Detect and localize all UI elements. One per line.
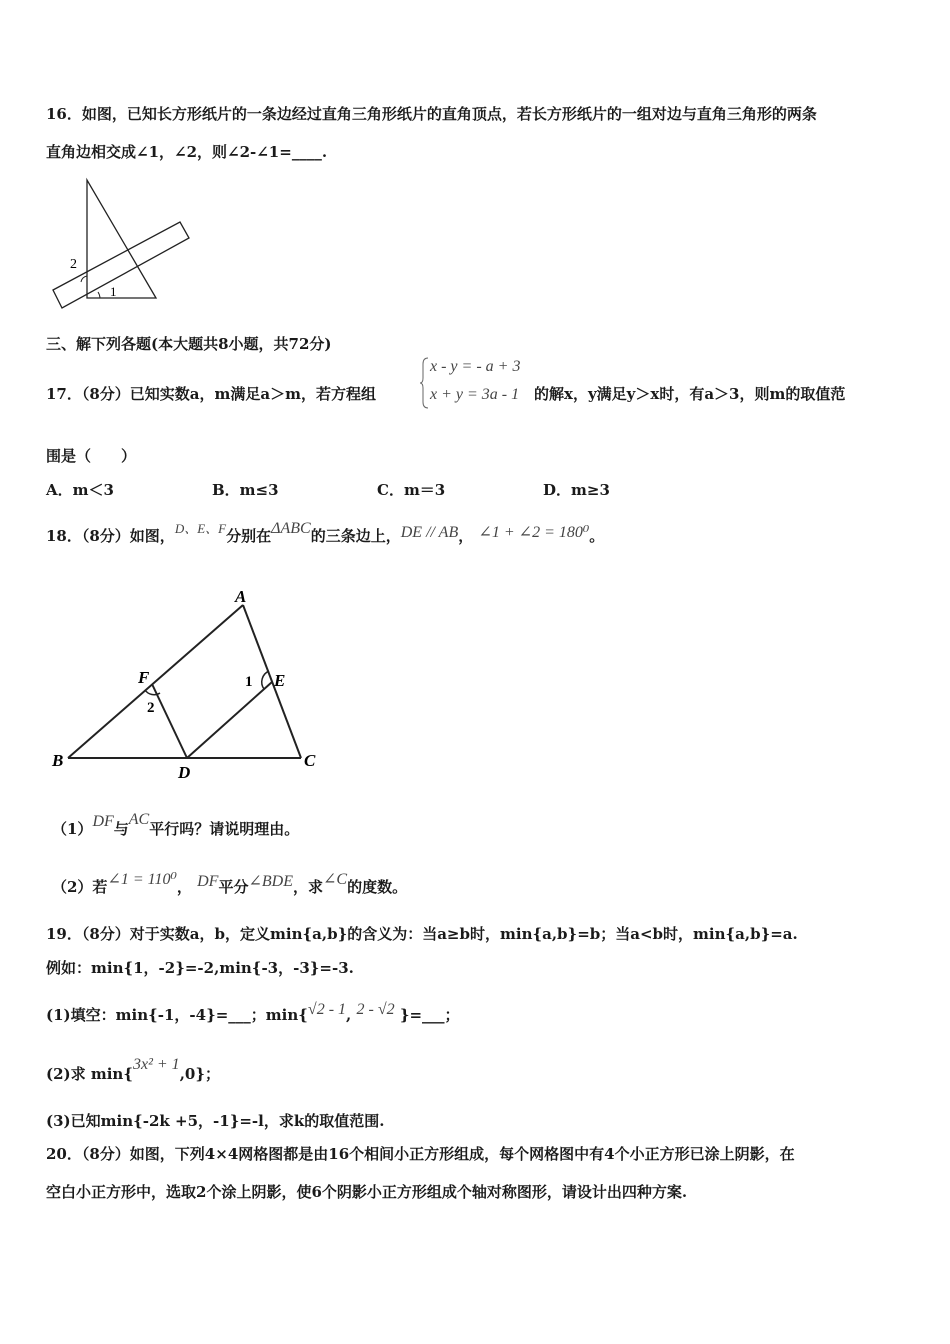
- q19-part1-pre: (1)填空：min{-1，-4}=___；min{: [46, 1006, 308, 1024]
- section-heading: 三、解下列各题(本大题共8小题，共72分): [46, 335, 332, 353]
- q18-statement: [46, 520, 605, 546]
- q19-part2-post: ,0}；: [179, 1065, 220, 1083]
- q17-option-d: D．m≥3: [543, 481, 610, 499]
- q18-part2-t2: 平分: [218, 878, 249, 896]
- q17-suffix: 的解x，y满足y＞x时，有a＞3，则m的取值范: [534, 385, 846, 403]
- q16-text-line2: 直角边相交成∠1，∠2，则∠2-∠1=____.: [46, 143, 328, 161]
- q19-part1-m2: 2 - √2: [356, 1001, 395, 1018]
- q19-part1: [46, 1001, 460, 1025]
- q17-option-c: C．m＝3: [377, 481, 446, 499]
- vertex-f: F: [138, 668, 150, 687]
- q18-part1-t2: 平行吗？请说明理由。: [149, 820, 300, 838]
- q17-option-a: A．m＜3: [46, 481, 114, 499]
- vertex-a: A: [235, 587, 247, 606]
- q18-part2-angle1: ∠1 = 110⁰: [107, 871, 177, 888]
- q18-t2: 的三条边上，: [310, 527, 401, 545]
- equation-1: x - y = - a + 3: [430, 358, 521, 375]
- q19-part1-m1: √2 - 1: [307, 1001, 347, 1018]
- q17-prefix: 17．（8分）已知实数a，m满足a＞m，若方程组: [46, 385, 376, 403]
- q19-part1-sep: ,: [346, 1006, 352, 1024]
- vertex-e: E: [274, 671, 286, 690]
- equation-system: [420, 356, 532, 410]
- vertex-b: B: [52, 751, 64, 770]
- q17-option-b: B．m≤3: [212, 481, 279, 499]
- q16-figure: [44, 172, 194, 317]
- q18-prefix: 18．（8分）如图，: [46, 527, 175, 545]
- q16-text-line1: 16．如图，已知长方形纸片的一条边经过直角三角形纸片的直角顶点，若长方形纸片的一组对边与直角三角形的两条: [46, 105, 817, 123]
- q18-part2-t3: ，求: [292, 878, 323, 896]
- q18-part1: [52, 811, 300, 839]
- q18-part2-label: （2）若: [52, 878, 108, 896]
- angle-2-label: 2: [147, 700, 155, 716]
- q20-line2: 空白小正方形中，选取2个涂上阴影，使6个阴影小正方形组成个轴对称图形，请设计出四种方案.: [46, 1183, 688, 1201]
- q18-t1: 分别在: [226, 527, 272, 545]
- q18-angle-sum: ∠1 + ∠2 = 180⁰: [478, 524, 590, 541]
- q18-part2-df: DF: [197, 873, 219, 890]
- q19-part3: (3)已知min{-2k +5，-1}=-l，求k的取值范围.: [46, 1112, 385, 1130]
- q18-part2-c: ∠C: [323, 871, 348, 888]
- q18-figure: [48, 585, 328, 785]
- q18-parallel: DE // AB: [400, 524, 459, 541]
- q18-part2-t4: 的度数。: [347, 878, 408, 896]
- q17-line2: 围是（ ）: [46, 447, 137, 465]
- q18-part2-t1: ，: [176, 878, 192, 896]
- q18-part1-label: （1）: [52, 820, 93, 838]
- q18-triangle: ΔABC: [271, 520, 311, 537]
- q20-line1: 20．（8分）如图，下列4×4网格图都是由16个相间小正方形组成，每个网格图中有4个小正方形已涂上阴影，在: [46, 1145, 795, 1163]
- q18-part2: [52, 871, 408, 897]
- q19-line1: 19．（8分）对于实数a，b，定义min{a,b}的含义为：当a≥b时，min{a,b}=b；当a<b时，min{a,b}=a.: [46, 925, 798, 943]
- q18-part1-t1: 与: [113, 820, 129, 838]
- q19-line2: 例如：min{1，-2}=-2,min{-3，-3}=-3.: [46, 959, 354, 977]
- q18-points: D、E、F: [174, 521, 227, 536]
- q19-part2-m: 3x² + 1: [132, 1056, 180, 1073]
- equation-2: x + y = 3a - 1: [430, 386, 520, 403]
- angle-1-label: 1: [245, 674, 253, 690]
- fig-label-1: 1: [110, 284, 117, 299]
- vertex-d: D: [178, 763, 191, 782]
- right-triangle: [87, 180, 156, 298]
- q18-part2-bde: ∠BDE: [248, 873, 293, 890]
- q18-t3: ，: [458, 527, 474, 545]
- q18-part1-ac: AC: [128, 811, 150, 828]
- q18-part1-df: DF: [92, 813, 114, 830]
- q18-t4: 。: [589, 527, 605, 545]
- q19-part1-post: }=___；: [399, 1006, 460, 1024]
- fig-label-2: 2: [70, 257, 77, 272]
- q19-part2-pre: (2)求 min{: [46, 1065, 133, 1083]
- q19-part2: [46, 1056, 220, 1084]
- vertex-c: C: [304, 751, 316, 770]
